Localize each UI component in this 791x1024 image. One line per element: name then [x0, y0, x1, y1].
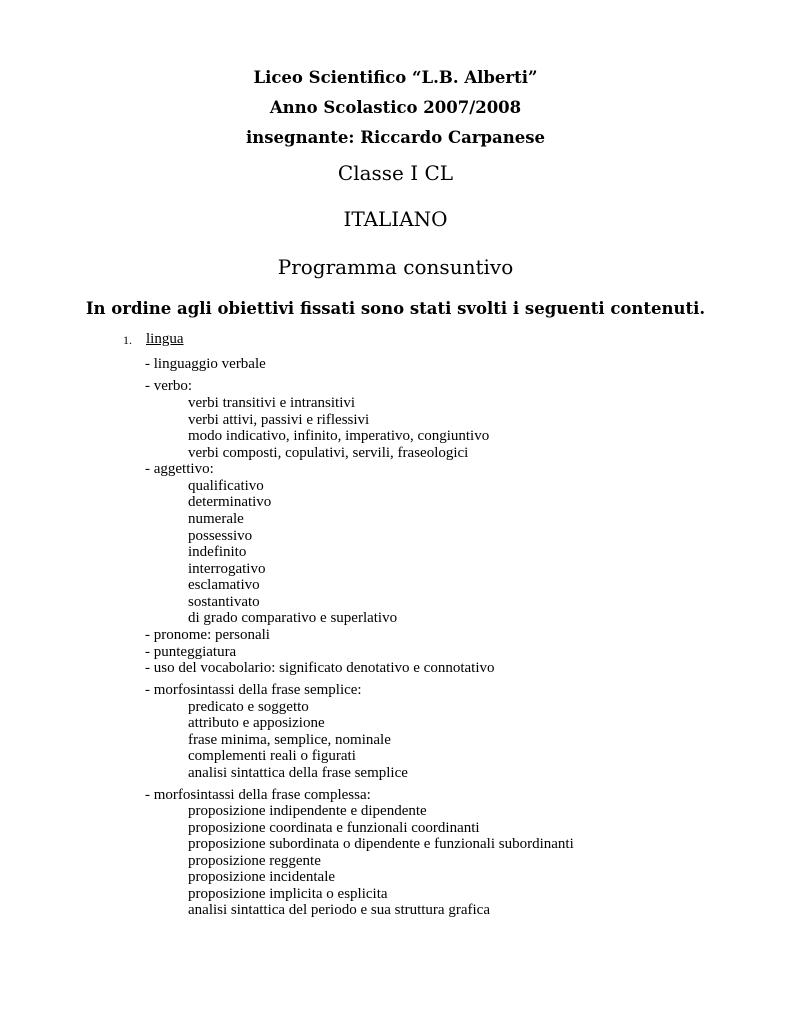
- intro-text: In ordine agli obiettivi fissati sono stati svolti i seguenti contenuti.: [85, 299, 706, 318]
- list-item: - aggettivo:: [145, 461, 214, 477]
- list-item: indefinito: [188, 544, 247, 560]
- list-item: proposizione indipendente e dipendente: [188, 803, 427, 819]
- list-item: verbi composti, copulativi, servili, fraseologici: [188, 445, 469, 461]
- list-item: verbi attivi, passivi e riflessivi: [188, 412, 370, 428]
- program-title: Programma consuntivo: [277, 255, 514, 279]
- list-item: di grado comparativo e superlativo: [188, 610, 398, 626]
- list-item: interrogativo: [188, 561, 266, 577]
- teacher-name: insegnante: Riccardo Carpanese: [246, 128, 545, 147]
- list-item: proposizione reggente: [188, 853, 321, 869]
- list-item: - morfosintassi della frase semplice:: [145, 682, 362, 698]
- list-item: qualificativo: [188, 478, 264, 494]
- list-item: analisi sintattica del periodo e sua struttura grafica: [188, 902, 490, 918]
- list-item: - uso del vocabolario: significato denotativo e connotativo: [145, 660, 495, 676]
- list-item: analisi sintattica della frase semplice: [188, 765, 408, 781]
- school-year: Anno Scolastico 2007/2008: [269, 98, 522, 117]
- list-item: - morfosintassi della frase complessa:: [145, 787, 371, 803]
- list-item: possessivo: [188, 528, 253, 544]
- list-item: - linguaggio verbale: [145, 356, 266, 372]
- list-item: proposizione implicita o esplicita: [188, 886, 388, 902]
- list-item: sostantivato: [188, 594, 260, 610]
- list-item: - punteggiatura: [145, 644, 237, 660]
- list-item: proposizione incidentale: [188, 869, 336, 885]
- section-number: 1.: [123, 333, 132, 347]
- list-item: modo indicativo, infinito, imperativo, congiuntivo: [188, 428, 490, 444]
- list-item: esclamativo: [188, 577, 260, 593]
- list-item: frase minima, semplice, nominale: [188, 732, 391, 748]
- list-item: complementi reali o figurati: [188, 748, 356, 764]
- school-name: Liceo Scientifico “L.B. Alberti”: [253, 68, 538, 87]
- section-title: lingua: [146, 331, 184, 347]
- list-item: numerale: [188, 511, 244, 527]
- list-item: proposizione subordinata o dipendente e funzionali subordinanti: [188, 836, 574, 852]
- class-title: Classe I CL: [337, 161, 454, 185]
- list-item: - verbo:: [145, 378, 193, 394]
- list-item: proposizione coordinata e funzionali coordinanti: [188, 820, 480, 836]
- list-item: attributo e apposizione: [188, 715, 325, 731]
- list-item: determinativo: [188, 494, 272, 510]
- list-item: - pronome: personali: [145, 627, 270, 643]
- list-item: predicato e soggetto: [188, 699, 309, 715]
- list-item: verbi transitivi e intransitivi: [188, 395, 356, 411]
- subject-title: ITALIANO: [343, 207, 448, 231]
